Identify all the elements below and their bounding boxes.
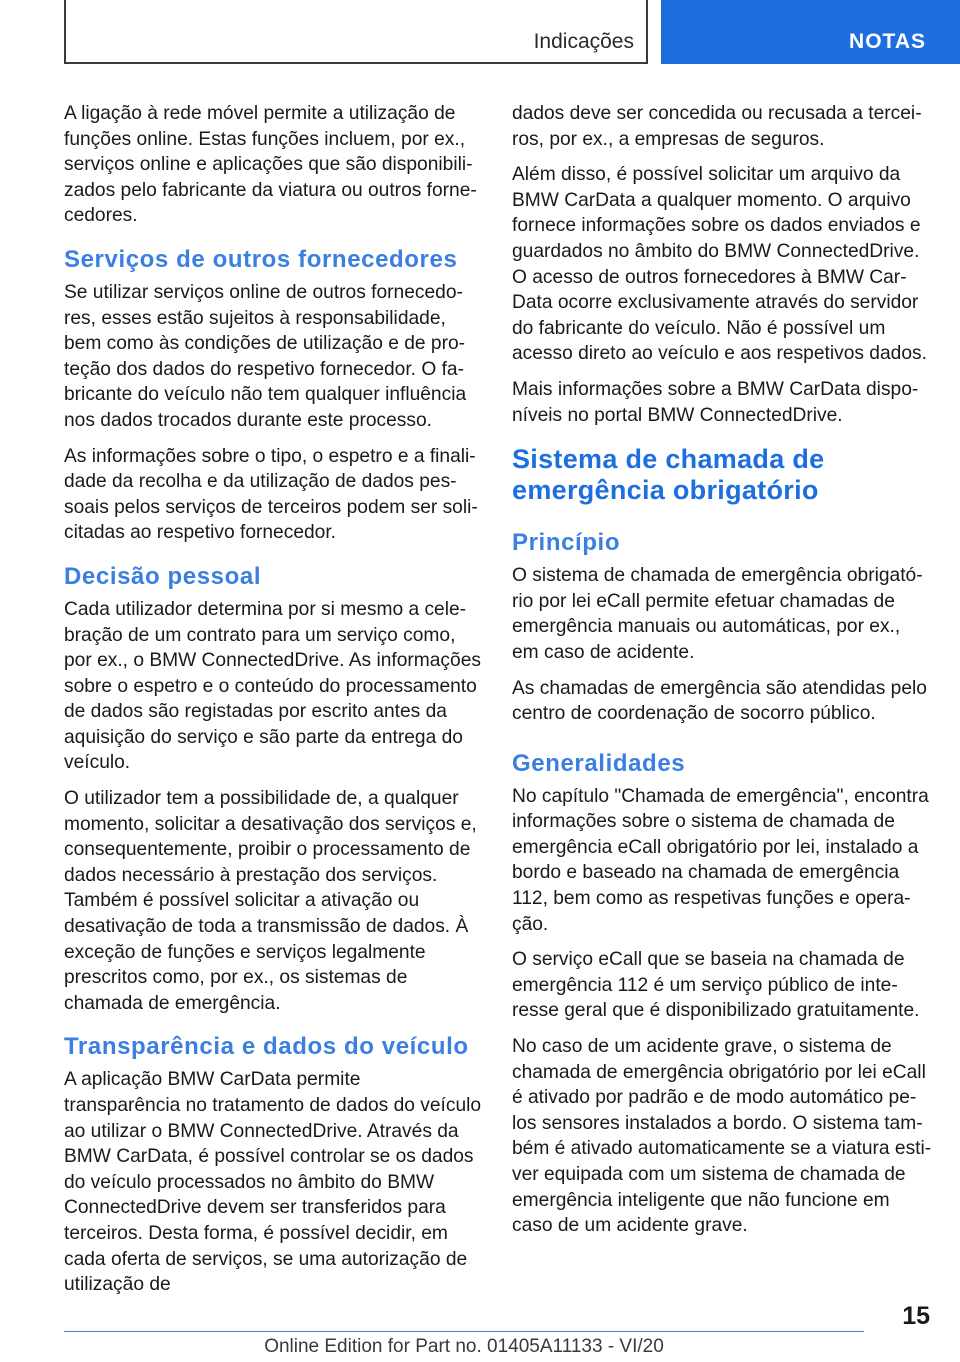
heading-decisao-pessoal: Decisão pessoal <box>64 562 262 590</box>
paragraph: A ligação à rede móvel permite a utilização de funções online. Estas funções incluem, por ex., serviços online e aplicações que são disponibilizados pelo fabricante da viatura ou outros fornecedores. <box>64 103 477 227</box>
paragraph: Mais informações sobre a BMW CarData disponíveis no portal BMW ConnectedDrive. <box>512 378 919 426</box>
paragraph: O sistema de chamada de emergência obrigatório por lei eCall permite efetuar chamadas de emergência manuais ou automáticas, por ex., em caso de acidente. <box>512 565 923 663</box>
header-chapter-tab <box>661 0 960 64</box>
paragraph: O utilizador tem a possibilidade de, a qualquer momento, solicitar a desativação dos serviços e, consequentemente, proibir o processamento de dados necessário à prestação dos serviços. Também é possível solicitar a ativação ou desativação de toda a transmissão de dados. À exceção de funções e serviços legalmente prescritos como, por ex., os sistemas de chamada de emergência. <box>64 788 477 1014</box>
heading-outros-fornecedores: Serviços de outros fornecedores <box>64 245 458 273</box>
heading-transparencia: Transparência e dados do veículo <box>64 1033 469 1061</box>
paragraph: As chamadas de emergência são atendidas pelo centro de coordenação de socorro público. <box>512 677 927 725</box>
heading-generalidades: Generalidades <box>512 749 686 777</box>
paragraph: O serviço eCall que se baseia na chamada de emergência 112 é um serviço público de interesse geral que é disponibilizado gratuitamente. <box>512 949 920 1022</box>
header-section-box <box>64 0 648 64</box>
paragraph: No capítulo "Chamada de emergência", encontra informações sobre o sistema de chamada de emergência eCall obrigatório por lei, instalado a bordo e baseado na chamada de emergência 112, bem como as respetivas funções e operação. <box>512 785 929 935</box>
page-number: 15 <box>902 1302 930 1330</box>
paragraph: Cada utilizador determina por si mesmo a celebração de um contrato para um serviço como, por ex., o BMW ConnectedDrive. As informações sobre o espetro e o conteúdo do processamento de dados são registadas por escrito antes da aquisição do serviço e são parte da entrega do veículo. <box>64 598 481 774</box>
paragraph: dados deve ser concedida ou recusada a terceiros, por ex., a empresas de seguros. <box>512 103 922 150</box>
footer-edition: Online Edition for Part no. 01405A11133 - VI/20 <box>264 1336 664 1357</box>
paragraph: As informações sobre o tipo, o espetro e a finalidade da recolha e da utilização de dados pessoais pelos serviços de terceiros podem ser solicitadas ao respetivo fornecedor. <box>64 445 478 544</box>
header-section-label: Indicações <box>533 30 634 53</box>
paragraph: Além disso, é possível solicitar um arquivo da BMW CarData a qualquer momento. O arquivo fornece informações sobre os dados enviados e guardados no âmbito do BMW ConnectedDrive. O acesso de outros fornecedores à BMW CarData ocorre exclusivamente através do servidor do fabricante do veículo. Não é possível um acesso direto ao veículo e aos respetivos dados. <box>512 164 927 365</box>
header-chapter-label: NOTAS <box>849 30 926 53</box>
paragraph: No caso de um acidente grave, o sistema de chamada de emergência obrigatório por lei eCall é ativado por padrão e de modo automático pelos sensores instalados a bordo. O sistema também é ativado automaticamente se a viatura estiver equipada com um sistema de chamada de emergência inteligente que não funcione em caso de um acidente grave. <box>512 1036 932 1237</box>
heading-sistema-emergencia: Sistema de chamada de emergência obrigatório <box>512 444 825 506</box>
paragraph: Se utilizar serviços online de outros fornecedores, esses estão sujeitos à responsabilidade, bem como às condições de utilização e de proteção dos dados do respetivo fornecedor. O fabricante do veículo não tem qualquer influência nos dados trocados durante este processo. <box>64 281 467 431</box>
footer-divider <box>64 1331 864 1332</box>
left-column <box>64 101 482 1308</box>
heading-principio: Princípio <box>512 529 621 557</box>
right-column <box>512 101 932 1249</box>
paragraph: A aplicação BMW CarData permite transparência no tratamento de dados do veículo ao utilizar o BMW ConnectedDrive. Através da BMW CarData, é possível controlar se os dados do veículo processados no âmbito do BMW ConnectedDrive devem ser transferidos para terceiros. Desta forma, é possível decidir, em cada oferta de serviços, se uma autorização de utilização de <box>64 1069 482 1296</box>
